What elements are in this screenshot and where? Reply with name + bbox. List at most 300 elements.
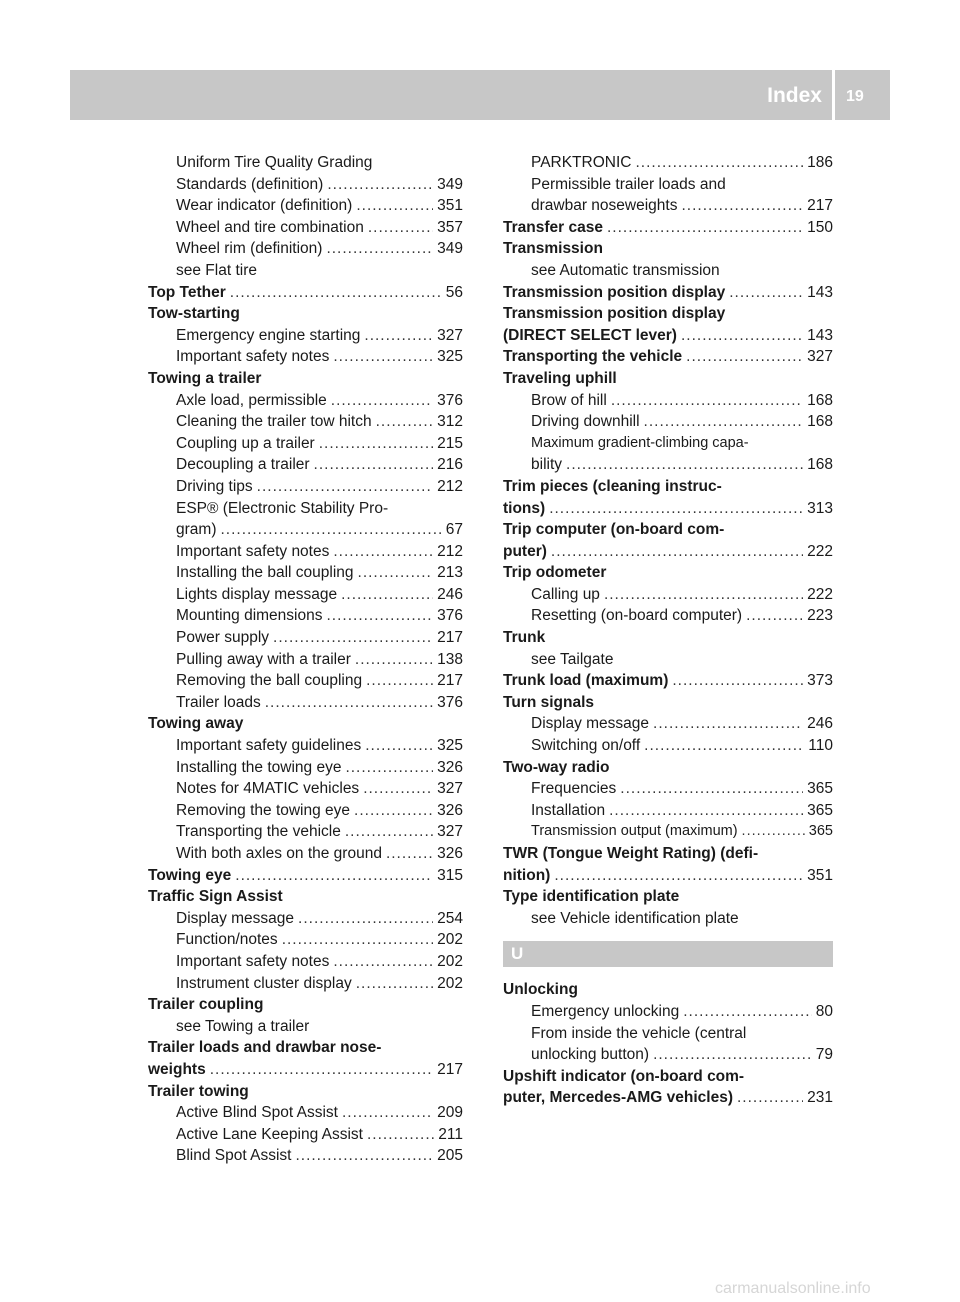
entry-text: Trip odometer — [503, 564, 607, 582]
dot-leader — [566, 454, 803, 476]
entry-page: 168 — [807, 456, 833, 474]
index-subentry — [503, 908, 833, 930]
index-subentry — [503, 152, 833, 174]
index-subentry — [503, 195, 833, 217]
dot-leader — [345, 821, 433, 843]
entry-page: 205 — [437, 1147, 463, 1165]
entry-text: Active Lane Keeping Assist — [176, 1125, 363, 1143]
dot-leader — [681, 325, 803, 347]
entry-text: Trip computer (on-board com- — [503, 521, 725, 539]
entry-text: Important safety notes — [176, 348, 330, 366]
index-subentry — [148, 1124, 463, 1146]
entry-page: 365 — [808, 823, 833, 840]
entry-text: Permissible trailer loads and — [531, 175, 726, 193]
entry-page: 202 — [437, 974, 463, 992]
index-entry — [503, 1066, 833, 1088]
dot-leader — [653, 1044, 812, 1066]
entry-text: Coupling up a trailer — [176, 434, 315, 452]
entry-text: Trunk — [503, 629, 546, 647]
entry-page: 168 — [807, 391, 833, 409]
entry-text: bility — [531, 456, 563, 474]
index-subentry — [148, 325, 463, 347]
index-subentry — [148, 476, 463, 498]
entry-page: 351 — [807, 866, 833, 884]
entry-page: 315 — [437, 866, 463, 884]
entry-text: Function/notes — [176, 931, 278, 949]
entry-page: 211 — [438, 1125, 463, 1143]
index-entry — [148, 368, 463, 390]
dot-leader — [367, 1124, 434, 1146]
entry-text: Uniform Tire Quality Grading — [176, 154, 373, 171]
entry-page: 326 — [437, 845, 463, 862]
entry-text: Removing the towing eye — [176, 801, 351, 819]
entry-text: Installing the ball coupling — [176, 564, 354, 582]
entry-text: Mounting dimensions — [176, 607, 323, 625]
index-entry — [503, 692, 833, 714]
dot-leader — [365, 735, 433, 757]
dot-leader — [257, 476, 433, 498]
index-subentry — [148, 541, 463, 563]
entry-text: Instrument cluster display — [176, 974, 352, 992]
dot-leader — [653, 713, 803, 735]
index-column-right — [503, 152, 833, 1109]
dot-leader — [326, 238, 433, 260]
index-subentry — [148, 238, 463, 260]
index-entry — [503, 325, 833, 347]
dot-leader — [746, 605, 803, 627]
dot-leader — [611, 390, 803, 412]
entry-text: Display message — [176, 909, 295, 927]
index-subentry — [148, 562, 463, 584]
index-entry — [503, 1087, 833, 1109]
entry-page: 67 — [445, 521, 463, 539]
entry-page: 80 — [815, 1002, 833, 1020]
entry-text: Transfer case — [503, 218, 603, 236]
index-subentry — [148, 951, 463, 973]
dot-leader — [366, 670, 433, 692]
entry-text: Display message — [531, 715, 650, 733]
entry-text: Driving tips — [176, 477, 253, 495]
index-subentry — [148, 821, 463, 843]
index-subentry — [148, 260, 463, 282]
index-subentry — [148, 1016, 463, 1038]
entry-text: puter, Mercedes-AMG vehicles) — [503, 1089, 733, 1107]
entry-page: 222 — [807, 542, 833, 560]
dot-leader — [295, 1145, 433, 1167]
entry-text: Power supply — [176, 629, 270, 647]
entry-text: see Flat tire — [176, 261, 257, 279]
index-subentry — [148, 929, 463, 951]
index-subentry — [503, 821, 833, 843]
index-entry — [148, 1081, 463, 1103]
entry-page: 312 — [437, 413, 463, 431]
entry-page: 246 — [807, 715, 833, 733]
index-entry — [503, 519, 833, 541]
entry-text: TWR (Tongue Weight Rating) (defi- — [503, 845, 759, 862]
entry-text: see Automatic transmission — [531, 261, 720, 279]
index-subentry — [148, 217, 463, 239]
entry-page: 212 — [437, 477, 463, 495]
dot-leader — [345, 757, 433, 779]
index-subentry — [148, 1145, 463, 1167]
entry-page: 357 — [437, 218, 463, 236]
entry-text: Important safety guidelines — [176, 737, 362, 755]
entry-page: 327 — [437, 823, 463, 841]
index-subentry — [503, 649, 833, 671]
entry-text: Active Blind Spot Assist — [176, 1104, 338, 1122]
index-entry — [503, 670, 833, 692]
entry-text: PARKTRONIC — [531, 154, 632, 171]
index-subentry — [148, 692, 463, 714]
index-subentry — [148, 498, 463, 520]
index-subentry — [148, 519, 463, 541]
index-subentry — [148, 390, 463, 412]
index-subentry — [148, 627, 463, 649]
index-entry — [503, 498, 833, 520]
dot-leader — [235, 865, 433, 887]
entry-text: Wheel rim (definition) — [176, 240, 323, 258]
entry-text: Wheel and tire combination — [176, 218, 364, 236]
entry-page: 326 — [437, 758, 463, 776]
entry-text: Pulling away with a trailer — [176, 650, 351, 668]
dot-leader — [729, 282, 803, 304]
index-subentry — [503, 800, 833, 822]
entry-page: 217 — [437, 629, 463, 647]
dot-leader — [644, 735, 804, 757]
entry-text: Wear indicator (definition) — [176, 197, 353, 215]
entry-page: 212 — [437, 542, 463, 560]
entry-page: 213 — [437, 564, 463, 582]
dot-leader — [386, 843, 433, 865]
section-header-u: U — [503, 941, 833, 967]
entry-text: With both axles on the ground — [176, 845, 382, 862]
index-subentry — [148, 174, 463, 196]
dot-leader — [635, 152, 803, 174]
entry-page: 327 — [807, 348, 833, 366]
entry-text: Traffic Sign Assist — [148, 888, 283, 906]
entry-text: Transmission position display — [503, 305, 726, 323]
entry-page: 231 — [807, 1089, 833, 1107]
entry-page: 351 — [437, 197, 463, 215]
entry-page: 376 — [437, 391, 463, 409]
entry-text: Notes for 4MATIC vehicles — [176, 780, 360, 798]
dot-leader — [644, 411, 804, 433]
index-entry — [148, 994, 463, 1016]
entry-text: Blind Spot Assist — [176, 1147, 292, 1165]
entry-page: 110 — [808, 737, 833, 755]
entry-text: Transmission position display — [503, 283, 726, 301]
entry-text: Transmission output (maximum) — [531, 823, 738, 840]
index-entry — [148, 282, 463, 304]
entry-page: 216 — [437, 456, 463, 474]
dot-leader — [364, 325, 433, 347]
entry-text: Trailer towing — [148, 1082, 249, 1100]
index-subentry — [148, 670, 463, 692]
index-entry — [503, 368, 833, 390]
index-column-left — [148, 152, 463, 1167]
dot-leader — [607, 217, 803, 239]
dot-leader — [333, 541, 433, 563]
entry-text: Trailer loads and drawbar nose- — [148, 1039, 382, 1057]
entry-page: 365 — [807, 780, 833, 798]
dot-leader — [683, 1001, 812, 1023]
index-entry — [503, 217, 833, 239]
index-entry — [503, 865, 833, 887]
entry-text: Two-way radio — [503, 758, 610, 776]
index-entry — [503, 979, 833, 1001]
entry-text: nition) — [503, 866, 551, 884]
index-subentry — [148, 454, 463, 476]
entry-page: 373 — [807, 672, 833, 690]
entry-text: tions) — [503, 499, 546, 517]
entry-text: Transporting the vehicle — [176, 823, 341, 841]
page-title: Index — [767, 84, 822, 107]
index-entry — [503, 627, 833, 649]
index-entry — [148, 1059, 463, 1081]
entry-text: From inside the vehicle (central — [531, 1024, 747, 1042]
index-subentry — [503, 1001, 833, 1023]
entry-text: Trailer loads — [176, 693, 261, 711]
dot-leader — [319, 433, 433, 455]
header-divider — [832, 70, 835, 120]
index-entry — [503, 282, 833, 304]
entry-page: 186 — [807, 154, 833, 171]
dot-leader — [609, 800, 803, 822]
index-entry — [148, 865, 463, 887]
entry-text: Lights display message — [176, 585, 338, 603]
index-subentry — [503, 1044, 833, 1066]
entry-text: Transmission — [503, 240, 603, 258]
index-subentry — [503, 713, 833, 735]
entry-page: 56 — [445, 283, 463, 301]
entry-text: Trim pieces (cleaning instruc- — [503, 477, 722, 495]
entry-text: Trunk load (maximum) — [503, 672, 669, 690]
index-entry — [503, 562, 833, 584]
entry-text: Frequencies — [531, 780, 617, 798]
dot-leader — [358, 562, 434, 584]
entry-text: Unlocking — [503, 981, 578, 999]
entry-text: Trailer coupling — [148, 996, 264, 1014]
index-entry — [148, 713, 463, 735]
index-subentry — [148, 584, 463, 606]
dot-leader — [681, 195, 803, 217]
entry-text: Brow of hill — [531, 391, 607, 409]
dot-leader — [363, 778, 433, 800]
dot-leader — [376, 411, 434, 433]
entry-text: Maximum gradient-climbing capa- — [531, 434, 749, 451]
entry-page: 325 — [437, 737, 463, 755]
dot-leader — [355, 649, 433, 671]
entry-text: see Tailgate — [531, 650, 614, 668]
entry-page: 202 — [437, 931, 463, 949]
index-subentry — [503, 260, 833, 282]
entry-page: 376 — [437, 607, 463, 625]
entry-page: 143 — [807, 326, 833, 344]
index-subentry — [148, 973, 463, 995]
index-entry — [503, 346, 833, 368]
index-subentry — [148, 605, 463, 627]
dot-leader — [356, 195, 433, 217]
entry-text: Tow-starting — [148, 305, 240, 323]
index-subentry — [148, 649, 463, 671]
index-subentry — [148, 346, 463, 368]
index-subentry — [503, 605, 833, 627]
entry-page: 246 — [437, 585, 463, 603]
dot-leader — [298, 908, 433, 930]
index-subentry — [148, 843, 463, 865]
entry-page: 138 — [437, 650, 463, 668]
entry-text: Turn signals — [503, 693, 595, 711]
entry-text: ESP® (Electronic Stability Pro- — [176, 499, 389, 517]
entry-text: Transporting the vehicle — [503, 348, 683, 366]
index-subentry — [503, 584, 833, 606]
dot-leader — [604, 584, 803, 606]
entry-text: gram) — [176, 521, 217, 539]
index-subentry — [503, 433, 833, 455]
entry-page: 327 — [437, 780, 463, 798]
entry-page: 143 — [807, 283, 833, 301]
entry-text: unlocking button) — [531, 1046, 650, 1064]
dot-leader — [737, 1087, 803, 1109]
page-number: 19 — [846, 88, 864, 105]
index-subentry — [503, 174, 833, 196]
entry-text: see Towing a trailer — [176, 1017, 310, 1035]
index-subentry — [148, 908, 463, 930]
index-subentry — [503, 778, 833, 800]
index-subentry — [148, 411, 463, 433]
entry-text: Resetting (on-board computer) — [531, 607, 743, 625]
entry-page: 327 — [437, 326, 463, 344]
entry-text: Top Tether — [148, 283, 226, 301]
entry-text: Towing a trailer — [148, 369, 262, 387]
dot-leader — [368, 217, 433, 239]
entry-text: Type identification plate — [503, 888, 680, 906]
index-subentry — [148, 195, 463, 217]
dot-leader — [686, 346, 803, 368]
index-entry — [148, 303, 463, 325]
entry-text: Important safety notes — [176, 952, 330, 970]
entry-page: 168 — [807, 413, 833, 431]
dot-leader — [282, 929, 433, 951]
index-entry — [148, 1037, 463, 1059]
entry-text: Standards (definition) — [176, 175, 324, 193]
entry-text: puter) — [503, 542, 547, 560]
dot-leader — [265, 692, 433, 714]
entry-page: 202 — [437, 952, 463, 970]
dot-leader — [333, 951, 433, 973]
dot-leader — [549, 498, 803, 520]
entry-text: Emergency engine starting — [176, 326, 361, 344]
index-subentry — [148, 757, 463, 779]
entry-page: 376 — [437, 693, 463, 711]
dot-leader — [210, 1059, 433, 1081]
entry-text: weights — [148, 1060, 206, 1078]
index-subentry — [148, 152, 463, 174]
dot-leader — [327, 174, 433, 196]
entry-text: Installation — [531, 801, 606, 819]
entry-text: Upshift indicator (on-board com- — [503, 1067, 745, 1085]
dot-leader — [342, 1102, 433, 1124]
index-entry — [503, 886, 833, 908]
entry-text: Important safety notes — [176, 542, 330, 560]
entry-page: 215 — [437, 434, 463, 452]
dot-leader — [230, 282, 442, 304]
entry-page: 365 — [807, 801, 833, 819]
dot-leader — [273, 627, 433, 649]
index-entry — [503, 303, 833, 325]
index-subentry — [148, 433, 463, 455]
entry-text: Towing eye — [148, 866, 232, 884]
entry-text: Switching on/off — [531, 737, 641, 755]
entry-page: 217 — [437, 672, 463, 690]
index-subentry — [503, 390, 833, 412]
entry-page: 326 — [437, 801, 463, 819]
dot-leader — [354, 800, 433, 822]
entry-text: Traveling uphill — [503, 369, 617, 387]
index-subentry — [503, 735, 833, 757]
entry-page: 254 — [437, 909, 463, 927]
dot-leader — [554, 865, 803, 887]
entry-text: Driving downhill — [531, 413, 640, 431]
index-entry — [503, 238, 833, 260]
entry-text: (DIRECT SELECT lever) — [503, 326, 677, 344]
entry-page: 217 — [807, 197, 833, 215]
index-entry — [503, 476, 833, 498]
entry-text: drawbar noseweights — [531, 197, 678, 215]
entry-page: 209 — [437, 1104, 463, 1122]
entry-page: 313 — [807, 499, 833, 517]
entry-text: Decoupling a trailer — [176, 456, 310, 474]
dot-leader — [331, 390, 433, 412]
entry-text: Towing away — [148, 715, 244, 733]
dot-leader — [333, 346, 433, 368]
dot-leader — [742, 821, 805, 843]
dot-leader — [314, 454, 434, 476]
entry-text: Calling up — [531, 585, 600, 603]
dot-leader — [326, 605, 433, 627]
index-subentry — [503, 1023, 833, 1045]
entry-page: 150 — [807, 218, 833, 236]
index-subentry — [503, 411, 833, 433]
index-subentry — [503, 454, 833, 476]
index-subentry — [148, 735, 463, 757]
watermark: carmanualsonline.info — [715, 1280, 871, 1297]
entry-page: 79 — [815, 1046, 833, 1064]
dot-leader — [551, 541, 803, 563]
entry-page: 222 — [807, 585, 833, 603]
index-entry — [503, 757, 833, 779]
entry-page: 223 — [807, 607, 833, 625]
index-entry — [503, 843, 833, 865]
dot-leader — [620, 778, 803, 800]
index-subentry — [148, 800, 463, 822]
index-entry — [148, 886, 463, 908]
index-subentry — [148, 778, 463, 800]
index-subentry — [148, 1102, 463, 1124]
dot-leader — [220, 519, 441, 541]
entry-page: 325 — [437, 348, 463, 366]
entry-text: Cleaning the trailer tow hitch — [176, 413, 372, 431]
entry-text: see Vehicle identification plate — [531, 909, 739, 927]
entry-page: 349 — [437, 240, 463, 258]
index-entry — [503, 541, 833, 563]
dot-leader — [356, 973, 433, 995]
entry-text: Installing the towing eye — [176, 758, 342, 776]
dot-leader — [672, 670, 803, 692]
entry-text: Emergency unlocking — [531, 1002, 680, 1020]
entry-page: 349 — [437, 175, 463, 193]
dot-leader — [341, 584, 433, 606]
